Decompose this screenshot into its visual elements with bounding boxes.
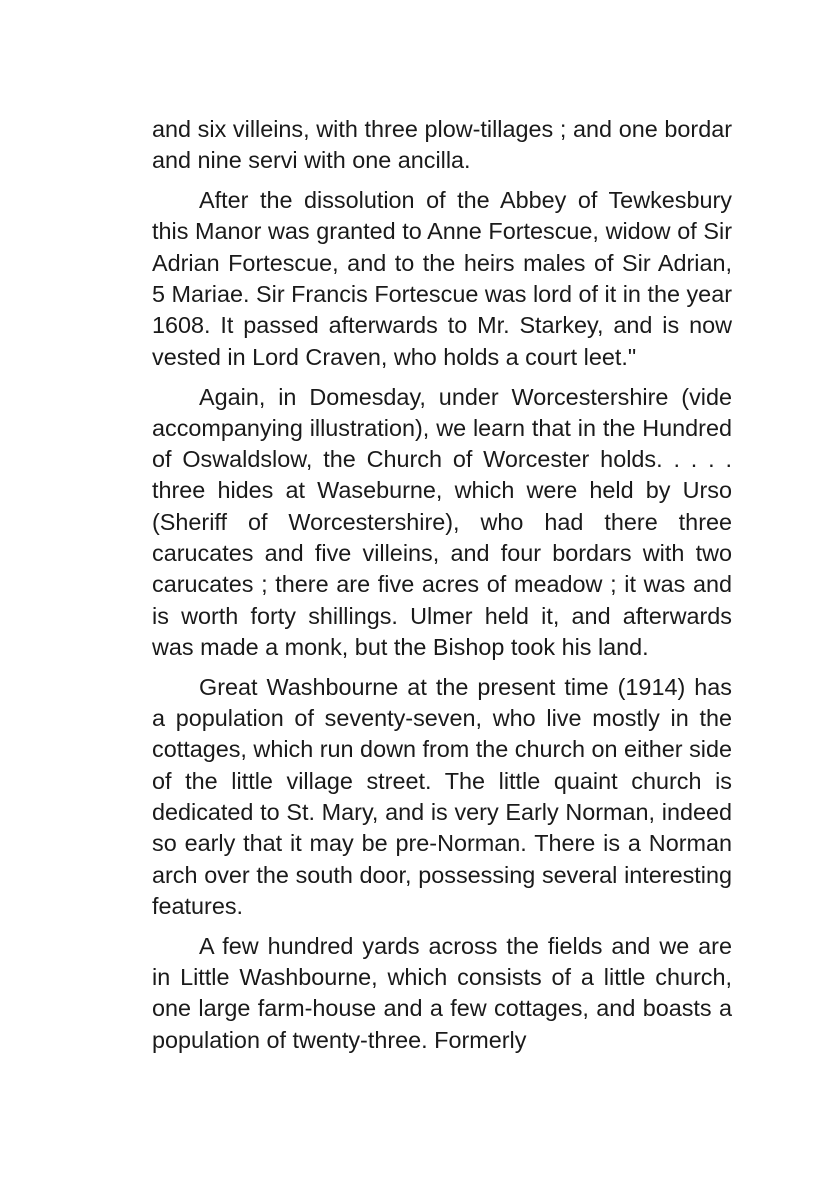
paragraph-great-washbourne: Great Washbourne at the present time (1914) has a population of seventy-seven, who live mostly in the cottages, which run down from the church on either side of the little village street. The little quaint church is dedicated to St. Mary, and is very Early Norman, indeed so early that it may be pre-Norman. There is a Norman arch over the south door, possessing several interesting features. — [152, 673, 732, 919]
paragraph-continued: and six villeins, with three plow-tillages ; and one bordar and nine servi with one ancilla. — [152, 116, 732, 174]
body-text — [152, 114, 732, 1065]
paragraph-domesday: Again, in Domesday, under Worcestershire (vide accompanying illustration), we learn that in the Hundred of Oswaldslow, the Church of Worcester holds. . . . . three hides at Waseburne, which were held by Urso (Sheriff of Worcestershire), who had there three carucates and five villeins, and four bordars with two carucates ; there are five acres of meadow ; it was and is worth forty shillings. Ulmer held it, and afterwards was made a monk, but the Bishop took his land. — [152, 383, 732, 660]
paragraph-tewkesbury-abbey: After the dissolution of the Abbey of Tewkesbury this Manor was granted to Anne Fortescue, widow of Sir Adrian Fortescue, and to the heirs males of Sir Adrian, 5 Mariae. Sir Francis Fortescue was lord of it in the year 1608. It passed afterwards to Mr. Starkey, and is now vested in Lord Craven, who holds a court leet." — [152, 187, 732, 370]
paragraph-little-washbourne: A few hundred yards across the fields and we are in Little Washbourne, which consists of a little church, one large farm-house and a few cottages, and boasts a population of twenty-three. Formerly — [152, 932, 732, 1053]
